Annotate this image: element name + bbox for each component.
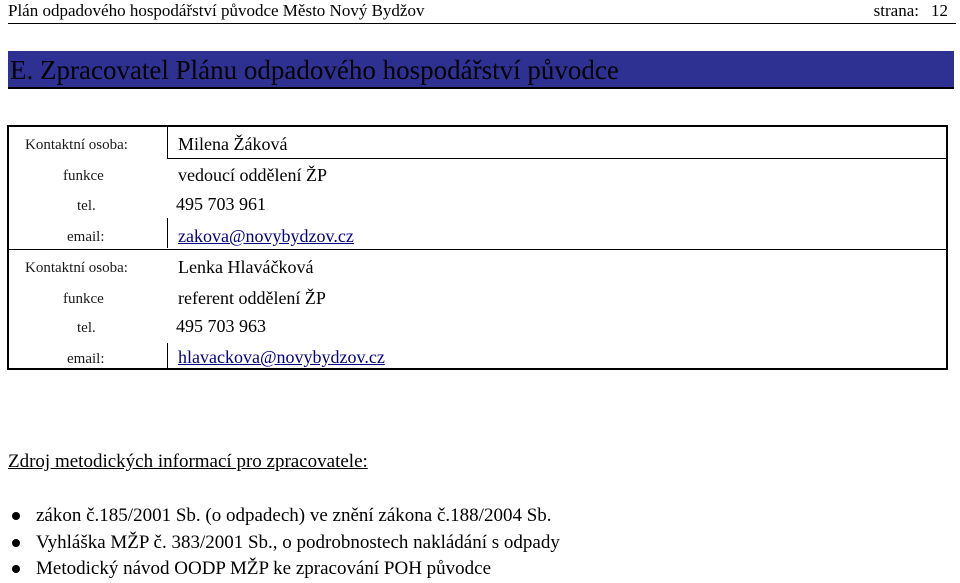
contact-2-contact-label: Kontaktní osoba: <box>25 260 128 276</box>
contact-table <box>7 125 948 370</box>
section-title: E. Zpracovatel Plánu odpadového hospodářství původce <box>10 55 619 85</box>
contact-1-function: vedoucí oddělení ŽP <box>178 165 327 185</box>
page-number: 12 <box>931 1 948 20</box>
contact-2-email-link[interactable]: hlavackova@novybydzov.cz <box>178 347 385 367</box>
page-indicator <box>874 0 948 22</box>
section-heading-bar <box>8 51 954 89</box>
bullet-icon <box>12 512 20 520</box>
table-divider <box>167 218 168 248</box>
page-header <box>8 0 956 24</box>
contact-1-tel: 495 703 961 <box>176 194 266 214</box>
contact-1-function-label: funkce <box>63 168 104 184</box>
contact-2-function: referent oddělení ŽP <box>178 288 326 308</box>
table-divider <box>167 127 168 159</box>
contact-2-function-label: funkce <box>63 291 104 307</box>
contact-1-email-link[interactable]: zakova@novybydzov.cz <box>178 226 354 246</box>
contact-2-tel: 495 703 963 <box>176 316 266 336</box>
sources-heading: Zdroj metodických informací pro zpracovatele: <box>8 451 368 472</box>
contact-1-contact-label: Kontaktní osoba: <box>25 137 128 153</box>
contact-2-email-label: email: <box>67 351 105 367</box>
table-divider <box>167 158 946 159</box>
contact-1-email-label: email: <box>67 229 105 245</box>
table-divider <box>9 249 946 250</box>
table-divider <box>167 343 168 370</box>
bullet-icon <box>12 539 20 547</box>
contact-1-tel-label: tel. <box>77 198 96 214</box>
document-title: Plán odpadového hospodářství původce Město Nový Bydžov <box>8 1 425 20</box>
table-divider <box>9 369 946 370</box>
contact-2-name: Lenka Hlaváčková <box>178 257 314 277</box>
reference-text: zákon č.185/2001 Sb. (o odpadech) ve znění zákona č.188/2004 Sb. <box>36 505 552 526</box>
contact-1-name: Milena Žáková <box>178 134 288 154</box>
reference-text: Vyhláška MŽP č. 383/2001 Sb., o podrobnostech nakládání s odpady <box>36 531 560 553</box>
contact-2-tel-label: tel. <box>77 320 96 336</box>
page-label: strana: <box>873 1 919 20</box>
reference-text: Metodický návod OODP MŽP ke zpracování POH původce <box>36 558 492 579</box>
bullet-icon <box>12 565 20 573</box>
